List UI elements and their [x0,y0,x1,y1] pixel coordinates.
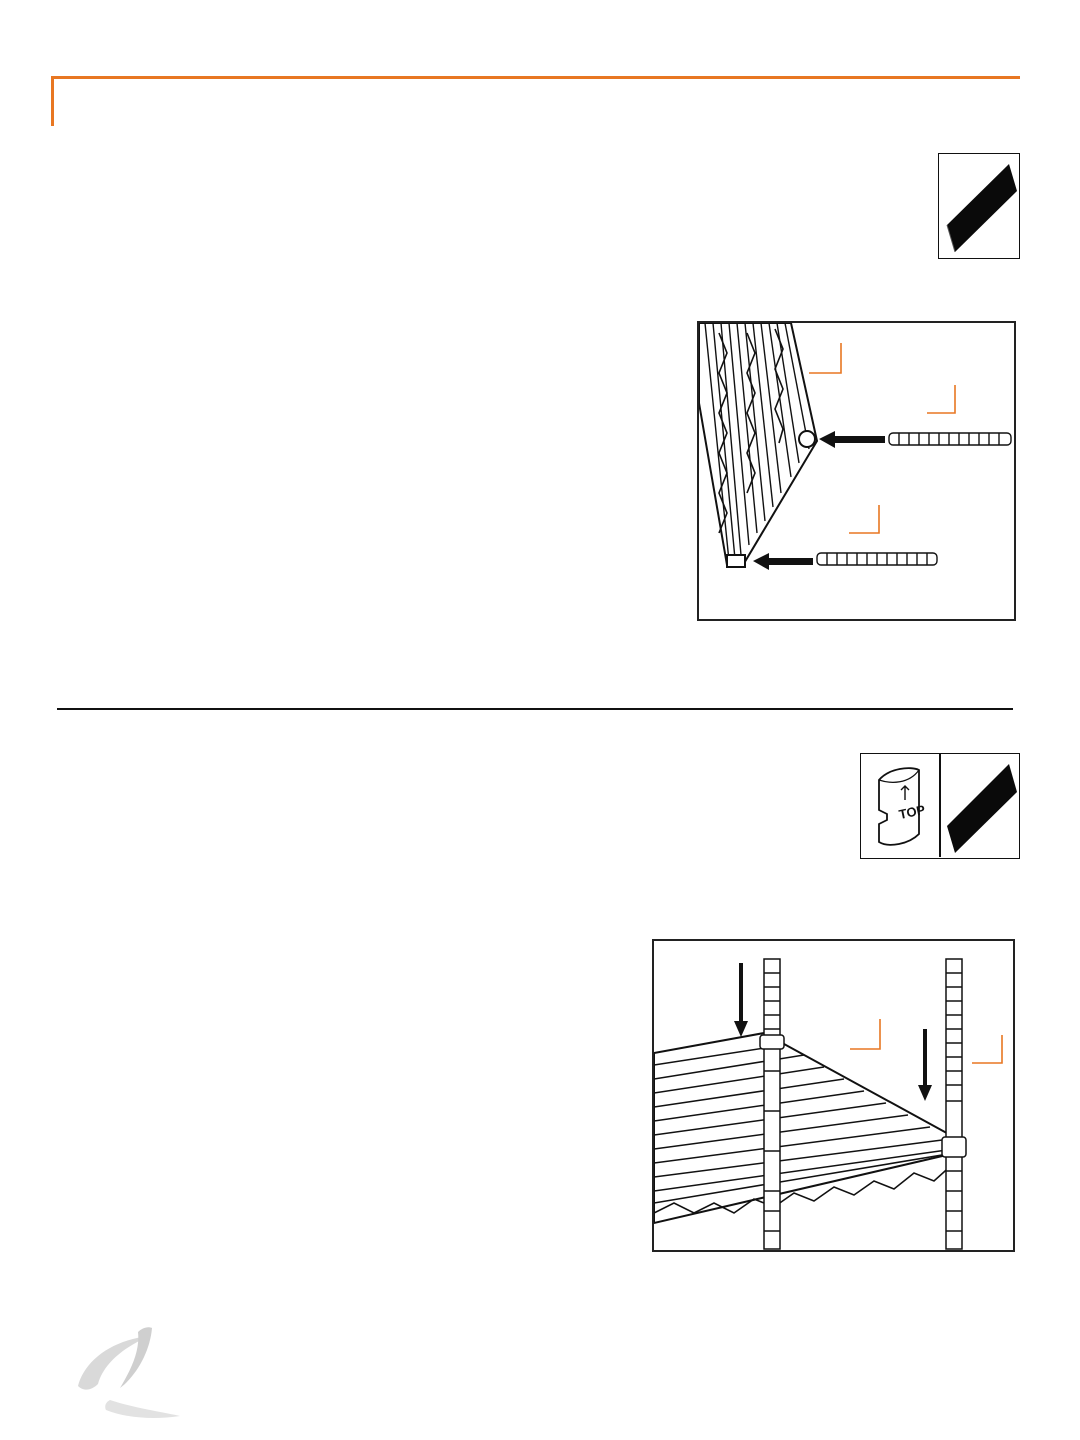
swirl-logo-icon [70,1326,182,1420]
insert-arrow-upper [819,431,885,448]
header-accent-rule-left [51,76,54,126]
callout-bracket-pole [972,1035,1002,1063]
pole-upper [889,433,1011,445]
wire-shelf [654,1033,964,1223]
section-divider [57,708,1013,710]
callout-bracket-pole-upper [927,385,955,413]
step2-parts-box [860,753,1020,859]
sleeve-clip-icon [865,758,937,854]
shelf-with-poles-diagram [697,321,1016,621]
shelf-icon [939,154,1018,257]
pole-lower [817,553,937,565]
callout-bracket-shelf [850,1019,880,1049]
callout-bracket-shelf [809,343,841,373]
down-arrow-left [734,963,748,1037]
shelf-on-poles-diagram [652,939,1015,1252]
pole-right [942,959,966,1249]
sleeve-top-label: TOP [897,801,927,823]
pole-left [760,959,784,1249]
header-accent-rule [51,76,1020,79]
callout-bracket-pole-lower [849,505,879,533]
shelf-icon [941,754,1019,857]
down-arrow-right [918,1029,932,1101]
wire-shelf [699,323,817,567]
insert-arrow-lower [753,553,813,570]
step1-parts-box [938,153,1020,259]
